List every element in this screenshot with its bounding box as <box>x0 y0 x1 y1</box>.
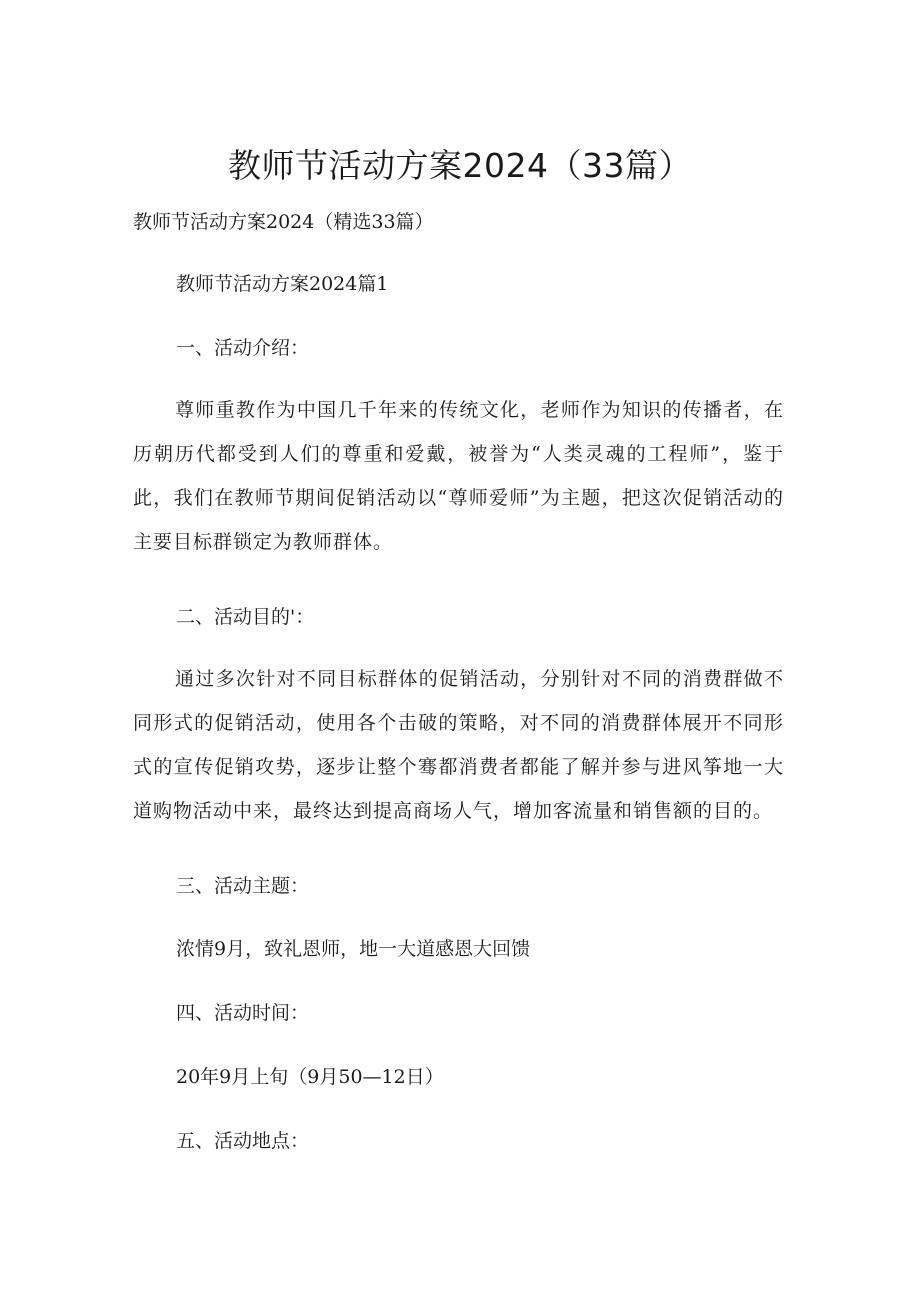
paragraph-activity-intro: 尊师重教作为中国几千年来的传统文化，老师作为知识的传播者，在历朝历代都受到人们的尊重和爱戴，被誉为“人类灵魂的工程师”，鉴于此，我们在教师节期间促销活动以“尊师爱师”为主题，把这次促销活动的主要目标群锁定为教师群体。 <box>133 399 784 553</box>
paragraph-activity-purpose: 通过多次针对不同目标群体的促销活动，分别针对不同的消费群做不同形式的促销活动，使用各个击破的策略，对不同的消费群体展开不同形式的宣传促销攻势，逐步让整个骞都消费者都能了解并参与进风筝地一大道购物活动中来，最终达到提高商场人气，增加客流量和销售额的目的。 <box>133 668 784 822</box>
activity-theme-text: 浓情9月，致礼恩师，地一大道感恩大回馈 <box>176 938 531 960</box>
activity-time-text: 20年9月上旬（9月50—12日） <box>176 1066 444 1088</box>
section-heading: 教师节活动方案2024篇1 <box>176 273 389 295</box>
document-subtitle: 教师节活动方案2024（精选33篇） <box>133 211 434 233</box>
heading-activity-purpose: 二、活动目的'： <box>176 606 315 628</box>
heading-activity-theme: 三、活动主题： <box>176 875 310 897</box>
heading-activity-time: 四、活动时间： <box>176 1002 310 1024</box>
document-title: 教师节活动方案2024（33篇） <box>228 146 692 185</box>
heading-activity-location: 五、活动地点： <box>176 1130 310 1152</box>
heading-activity-intro: 一、活动介绍： <box>176 337 310 359</box>
